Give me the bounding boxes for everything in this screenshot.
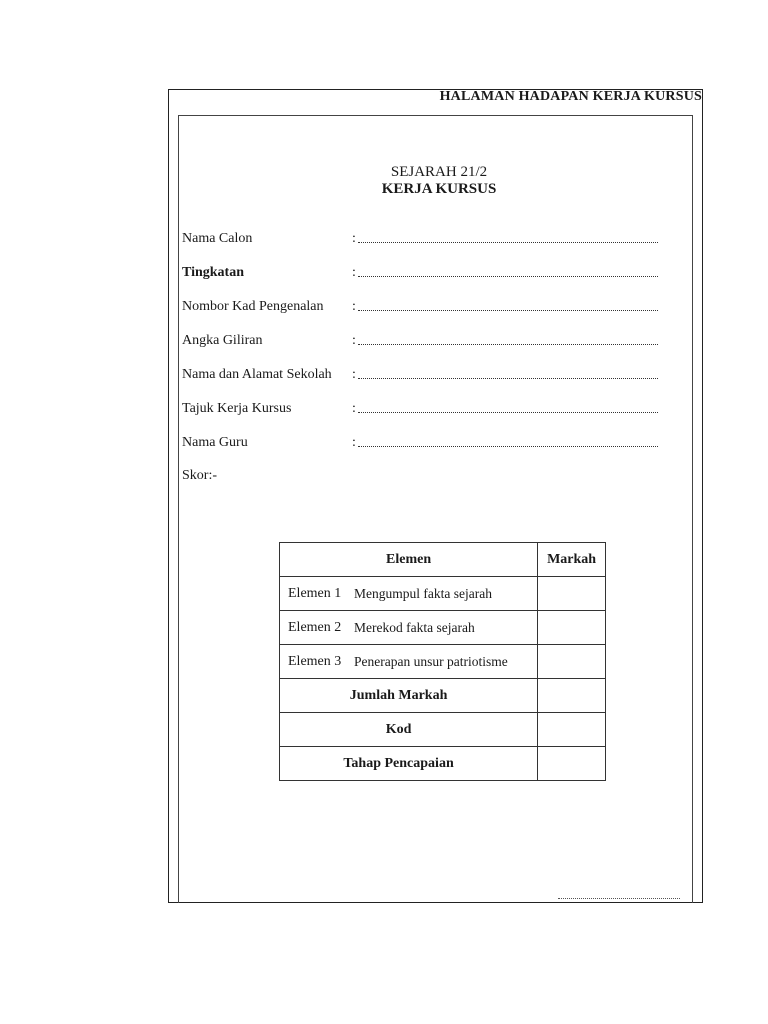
field-input-line[interactable]: :	[352, 401, 660, 417]
element-description: Mengumpul fakta sejarah	[354, 585, 492, 601]
markah-cell[interactable]	[538, 611, 606, 645]
coursework-title: KERJA KURSUS	[381, 181, 497, 197]
field-angka-giliran	[182, 333, 662, 353]
kod-label: Kod	[385, 721, 412, 737]
table-row	[280, 713, 606, 747]
markah-cell[interactable]	[538, 645, 606, 679]
field-label: Tajuk Kerja Kursus	[182, 401, 292, 416]
jumlah-markah-label: Jumlah Markah	[349, 687, 448, 703]
skor-label: Skor:-	[182, 468, 217, 483]
markah-cell[interactable]	[538, 577, 606, 611]
field-input-line[interactable]: :	[352, 265, 660, 281]
element-cell	[280, 577, 538, 611]
summary-cell	[280, 747, 538, 781]
summary-cell	[280, 713, 538, 747]
field-nama-alamat-sekolah	[182, 367, 662, 387]
element-description: Penerapan unsur patriotisme	[354, 653, 508, 669]
field-label: Nombor Kad Pengenalan	[182, 299, 324, 314]
element-code: Elemen 3	[288, 653, 342, 669]
field-tajuk-kerja-kursus	[182, 401, 662, 421]
summary-cell	[280, 679, 538, 713]
field-input-line[interactable]: :	[352, 299, 660, 315]
marks-table	[279, 542, 606, 781]
markah-cell[interactable]	[538, 679, 606, 713]
element-code: Elemen 2	[288, 619, 342, 635]
field-input-line[interactable]: :	[352, 333, 660, 349]
table-row	[280, 679, 606, 713]
field-input-line[interactable]: :	[352, 367, 660, 383]
table-header-row	[280, 543, 606, 577]
subject-title: SEJARAH 21/2	[390, 164, 488, 180]
field-nama-calon	[182, 231, 662, 251]
element-code: Elemen 1	[288, 585, 342, 601]
signature-line	[558, 894, 680, 899]
field-nama-guru	[182, 435, 662, 455]
element-cell	[280, 645, 538, 679]
markah-cell[interactable]	[538, 713, 606, 747]
field-input-line[interactable]: :	[352, 231, 660, 247]
field-label: Tingkatan	[182, 265, 244, 280]
field-label: Nama Guru	[182, 435, 248, 450]
table-row	[280, 645, 606, 679]
field-label: Nama Calon	[182, 231, 253, 246]
header-elemen: Elemen	[280, 543, 538, 577]
tahap-pencapaian-label: Tahap Pencapaian	[343, 755, 454, 771]
field-label: Nama dan Alamat Sekolah	[182, 367, 332, 382]
cover-page-header: HALAMAN HADAPAN KERJA KURSUS	[439, 89, 702, 104]
table-row	[280, 747, 606, 781]
markah-cell[interactable]	[538, 747, 606, 781]
header-markah: Markah	[538, 543, 606, 577]
field-tingkatan	[182, 265, 662, 285]
table-row	[280, 577, 606, 611]
element-cell	[280, 611, 538, 645]
element-description: Merekod fakta sejarah	[354, 619, 475, 635]
field-nombor-kad-pengenalan	[182, 299, 662, 319]
table-row	[280, 611, 606, 645]
field-label: Angka Giliran	[182, 333, 263, 348]
field-input-line[interactable]: :	[352, 435, 660, 451]
